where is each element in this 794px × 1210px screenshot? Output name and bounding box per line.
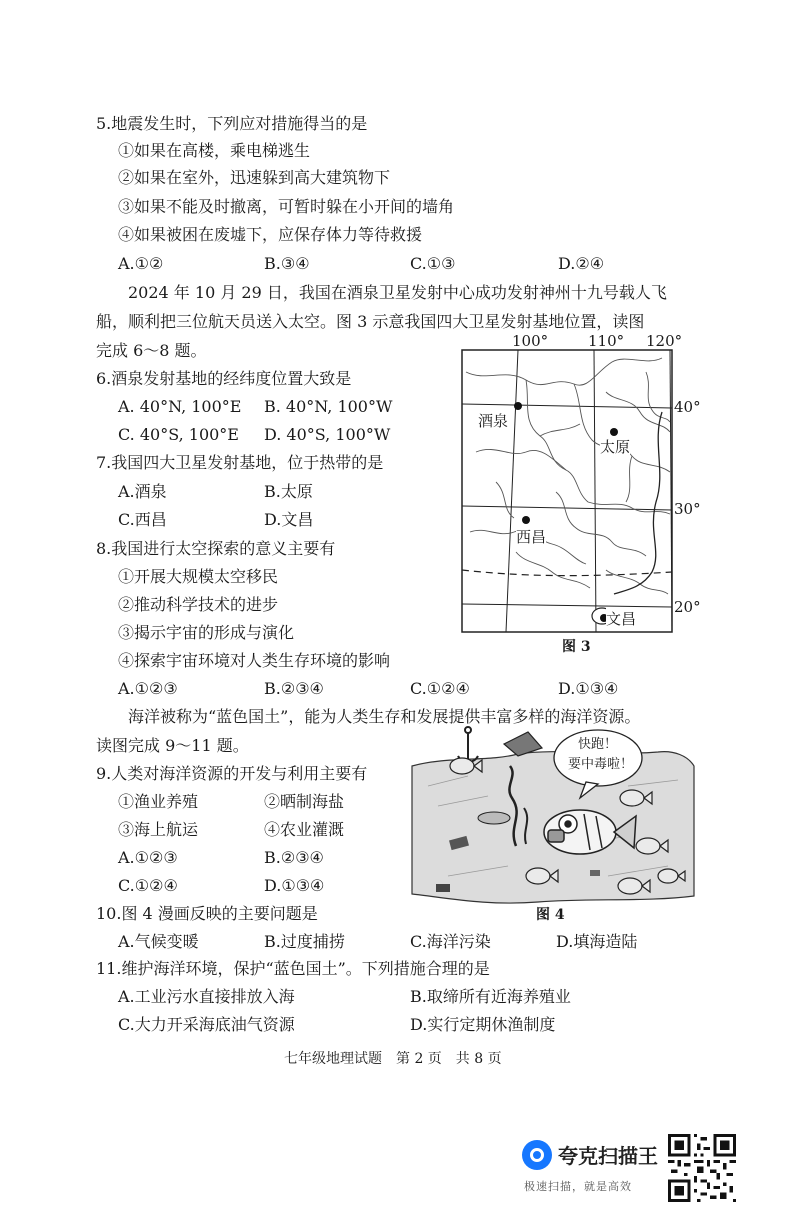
site-label-taiyuan: 太原 xyxy=(600,438,631,456)
q7-option-a: A.酒泉 xyxy=(118,482,167,501)
figure-3-map xyxy=(456,332,701,634)
lon-label-100: 100° xyxy=(512,332,549,350)
q7-option-d: D.文昌 xyxy=(264,510,314,529)
q5-option-a: A.①② xyxy=(118,254,164,273)
q10-option-a: A.气候变暖 xyxy=(118,932,199,951)
q8-option-a: A.①②③ xyxy=(118,679,178,698)
q5-item-4: ④如果被困在废墟下，应保存体力等待救援 xyxy=(118,225,423,244)
site-label-xichang: 西昌 xyxy=(516,528,547,546)
passage1-line1: 2024 年 10 月 29 日，我国在酒泉卫星发射中心成功发射神州十九号载人飞 xyxy=(128,283,667,302)
lat-label-20: 20° xyxy=(674,598,701,616)
site-dot-jiuquan xyxy=(514,402,522,410)
q9-item-3: ③海上航运 xyxy=(118,820,199,839)
q11-option-c: C.大力开采海底油气资源 xyxy=(118,1015,295,1034)
q6-option-d: D. 40°S, 100°W xyxy=(264,425,391,444)
q9-option-b: B.②③④ xyxy=(264,848,324,867)
site-label-jiuquan: 酒泉 xyxy=(478,412,509,430)
q8-item-4: ④探索宇宙环境对人类生存环境的影响 xyxy=(118,651,391,670)
q9-option-d: D.①③④ xyxy=(264,876,325,895)
q10-stem: 10.图 4 漫画反映的主要问题是 xyxy=(96,904,318,923)
lat-label-40: 40° xyxy=(674,398,701,416)
site-dot-taiyuan xyxy=(610,428,618,436)
q8-option-c: C.①②④ xyxy=(410,679,470,698)
q9-stem: 9.人类对海洋资源的开发与利用主要有 xyxy=(96,764,368,783)
q5-option-c: C.①③ xyxy=(410,254,456,273)
site-label-wenchang: 文昌 xyxy=(606,610,637,628)
bubble-line1: 快跑！ xyxy=(578,737,618,752)
q8-item-2: ②推动科学技术的进步 xyxy=(118,595,279,614)
passage1-line2: 船，顺利把三位航天员送入太空。图 3 示意我国四大卫星发射基地位置，读图 xyxy=(96,312,645,331)
lon-label-120: 120° xyxy=(646,332,683,350)
figure-4-caption: 图 4 xyxy=(536,907,565,923)
figure-3-caption: 图 3 xyxy=(562,639,591,655)
qr-code-icon xyxy=(668,1134,736,1202)
watermark-slogan: 极速扫描，就是高效 xyxy=(524,1180,632,1193)
q6-option-a: A. 40°N, 100°E xyxy=(118,397,242,416)
q11-option-b: B.取缔所有近海养殖业 xyxy=(410,987,571,1006)
q11-option-a: A.工业污水直接排放入海 xyxy=(118,987,295,1006)
q5-item-2: ②如果在室外，迅速躲到高大建筑物下 xyxy=(118,168,391,187)
q6-option-c: C. 40°S, 100°E xyxy=(118,425,239,444)
q8-option-b: B.②③④ xyxy=(264,679,324,698)
passage2-line2: 读图完成 9～11 题。 xyxy=(96,736,249,755)
q5-option-b: B.③④ xyxy=(264,254,310,273)
q11-stem: 11.维护海洋环境，保护“蓝色国土”。下列措施合理的是 xyxy=(96,959,490,978)
q5-item-3: ③如果不能及时撤离，可暂时躲在小开间的墙角 xyxy=(118,197,455,216)
q9-option-c: C.①②④ xyxy=(118,876,178,895)
q8-stem: 8.我国进行太空探索的意义主要有 xyxy=(96,539,336,558)
q9-item-4: ④农业灌溉 xyxy=(264,820,345,839)
bubble-line2: 要中毒啦！ xyxy=(568,757,634,772)
q11-option-d: D.实行定期休渔制度 xyxy=(410,1015,556,1034)
lat-label-30: 30° xyxy=(674,500,701,518)
q5-option-d: D.②④ xyxy=(558,254,605,273)
q6-option-b: B. 40°N, 100°W xyxy=(264,397,393,416)
q9-item-1: ①渔业养殖 xyxy=(118,792,199,811)
q10-option-d: D.填海造陆 xyxy=(556,932,638,951)
scanner-watermark xyxy=(522,1140,670,1200)
q9-option-a: A.①②③ xyxy=(118,848,178,867)
site-dot-xichang xyxy=(522,516,530,524)
q10-option-c: C.海洋污染 xyxy=(410,932,491,951)
q8-item-1: ①开展大规模太空移民 xyxy=(118,567,279,586)
q7-stem: 7.我国四大卫星发射基地，位于热带的是 xyxy=(96,453,384,472)
q10-option-b: B.过度捕捞 xyxy=(264,932,345,951)
quark-logo-icon xyxy=(522,1140,552,1170)
passage2-line1: 海洋被称为“蓝色国土”，能为人类生存和发展提供丰富多样的海洋资源。 xyxy=(128,707,641,726)
q9-item-2: ②晒制海盐 xyxy=(264,792,345,811)
figure-4-cartoon xyxy=(408,726,698,906)
lon-label-110: 110° xyxy=(588,332,625,350)
watermark-name: 夸克扫描王 xyxy=(558,1144,658,1168)
q7-option-c: C.西昌 xyxy=(118,510,167,529)
cartoon-svg xyxy=(408,726,698,906)
passage1-line3: 完成 6～8 题。 xyxy=(96,341,207,360)
map-svg xyxy=(456,332,692,634)
page-footer: 七年级地理试题 第 2 页 共 8 页 xyxy=(284,1051,502,1067)
q5-stem: 5.地震发生时，下列应对措施得当的是 xyxy=(96,114,368,133)
q8-option-d: D.①③④ xyxy=(558,679,619,698)
q7-option-b: B.太原 xyxy=(264,482,313,501)
q8-item-3: ③揭示宇宙的形成与演化 xyxy=(118,623,295,642)
q6-stem: 6.酒泉发射基地的经纬度位置大致是 xyxy=(96,369,352,388)
q5-item-1: ①如果在高楼，乘电梯逃生 xyxy=(118,141,311,160)
